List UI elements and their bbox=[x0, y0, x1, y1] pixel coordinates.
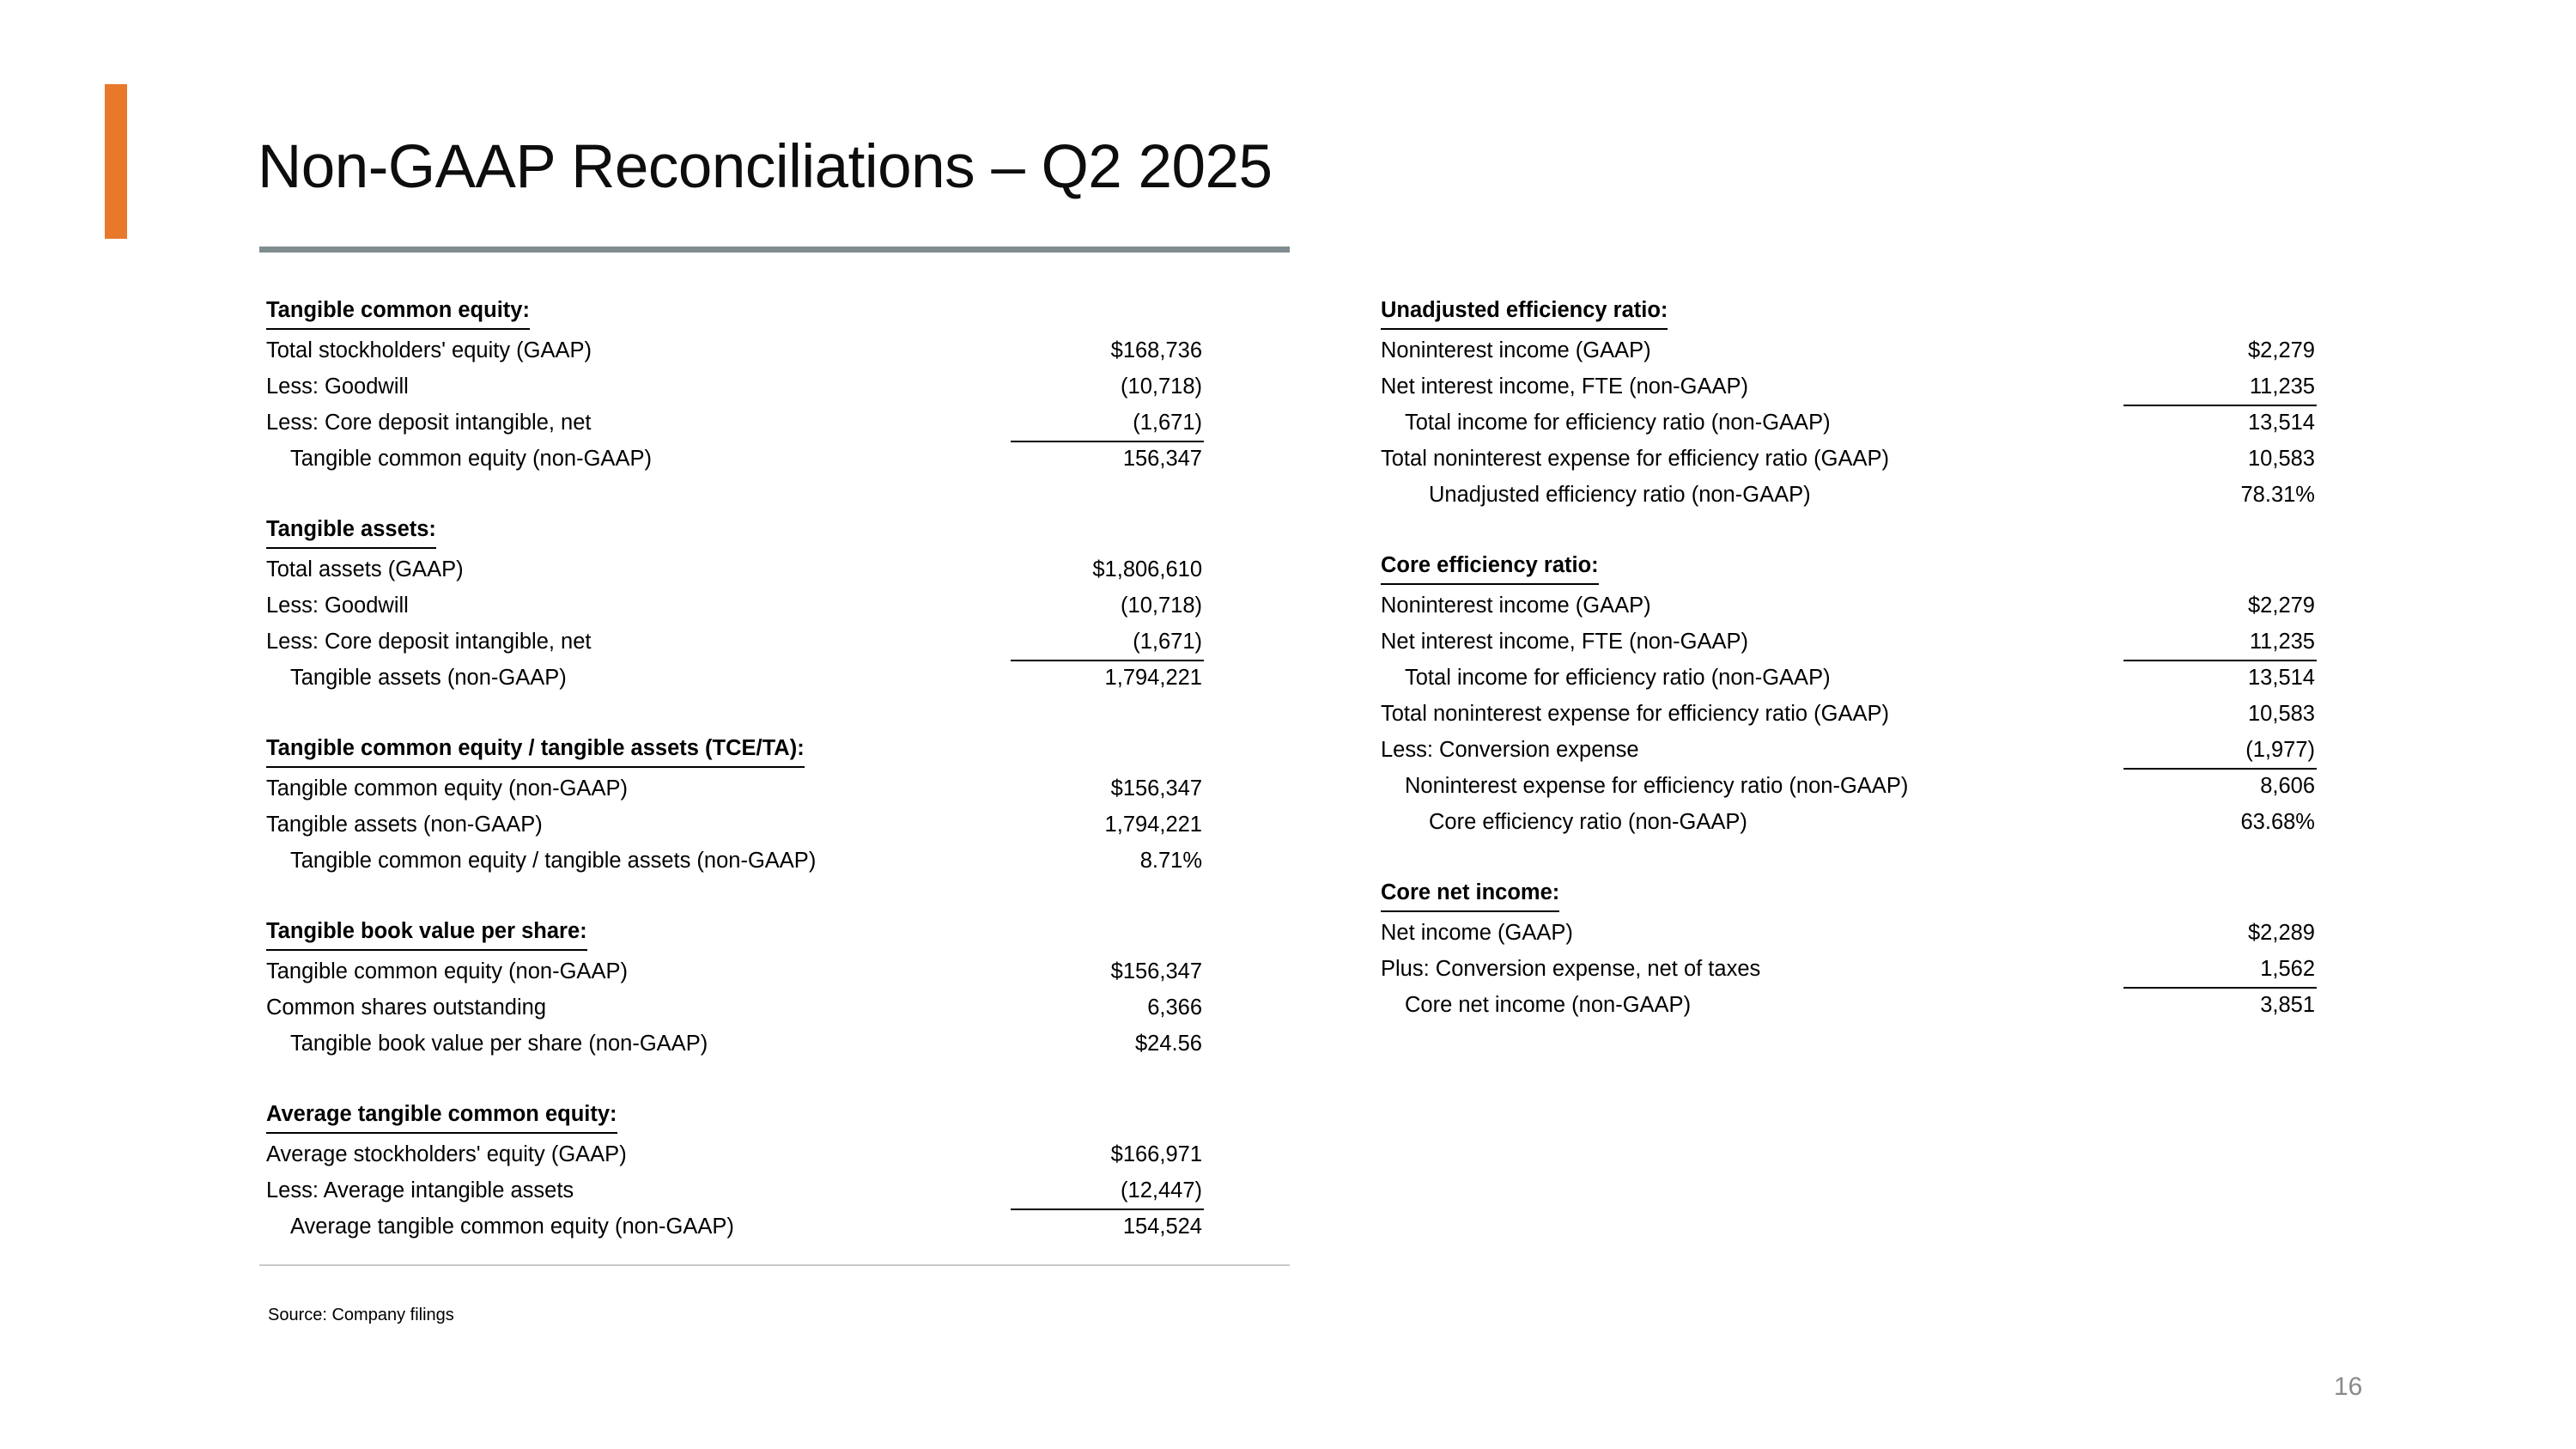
reconciliation-row bbox=[266, 405, 1204, 441]
reconciliation-row bbox=[266, 953, 1204, 989]
section-spacer bbox=[1381, 513, 2317, 547]
row-label: Net interest income, FTE (non-GAAP) bbox=[1381, 630, 1748, 654]
row-value: 78.31% bbox=[2240, 483, 2315, 507]
reconciliation-section bbox=[266, 1096, 1204, 1245]
section-spacer bbox=[266, 477, 1204, 511]
row-value: (10,718) bbox=[1121, 374, 1202, 399]
reconciliation-section bbox=[266, 292, 1204, 477]
reconciliation-row bbox=[1381, 987, 2317, 1023]
row-value: 1,562 bbox=[2260, 957, 2315, 981]
row-value: 13,514 bbox=[2123, 660, 2317, 695]
row-label: Noninterest expense for efficiency ratio (non-GAAP) bbox=[1405, 774, 1909, 798]
reconciliation-row bbox=[1381, 624, 2317, 660]
row-label: Common shares outstanding bbox=[266, 995, 547, 1020]
page-title: Non-GAAP Reconciliations – Q2 2025 bbox=[258, 132, 1273, 201]
row-label: Noninterest income (GAAP) bbox=[1381, 594, 1651, 618]
row-value: 8.71% bbox=[1139, 849, 1202, 873]
row-value: 10,583 bbox=[2248, 702, 2315, 726]
reconciliation-row bbox=[1381, 477, 2317, 513]
row-value: (1,671) bbox=[1133, 411, 1202, 435]
row-value: $156,347 bbox=[1110, 776, 1202, 801]
row-label: Tangible book value per share (non-GAAP) bbox=[290, 1032, 708, 1056]
reconciliation-section bbox=[266, 913, 1204, 1062]
reconciliation-row bbox=[266, 551, 1204, 588]
row-label: Noninterest income (GAAP) bbox=[1381, 338, 1651, 362]
section-header: Unadjusted efficiency ratio: bbox=[1381, 292, 1668, 330]
row-value: 154,524 bbox=[1011, 1209, 1204, 1244]
row-value: $24.56 bbox=[1135, 1032, 1202, 1056]
section-spacer bbox=[266, 1062, 1204, 1096]
row-value: 1,794,221 bbox=[1011, 660, 1204, 695]
row-value: $2,289 bbox=[2248, 921, 2315, 945]
reconciliation-row bbox=[1381, 804, 2317, 840]
reconciliation-row bbox=[266, 1136, 1204, 1172]
reconciliation-row bbox=[1381, 951, 2317, 987]
reconciliation-row bbox=[1381, 588, 2317, 624]
row-label: Total noninterest expense for efficiency ratio (GAAP) bbox=[1381, 702, 1889, 726]
reconciliation-row bbox=[266, 807, 1204, 843]
reconciliation-row bbox=[266, 843, 1204, 879]
page-number: 16 bbox=[2334, 1373, 2363, 1401]
row-value: $2,279 bbox=[2248, 338, 2315, 362]
reconciliation-row bbox=[1381, 660, 2317, 696]
row-value: $166,971 bbox=[1110, 1142, 1202, 1166]
reconciliation-section bbox=[1381, 292, 2317, 513]
section-header: Core net income: bbox=[1381, 874, 1559, 912]
reconciliation-row bbox=[1381, 768, 2317, 804]
reconciliation-row bbox=[1381, 405, 2317, 441]
row-label: Less: Core deposit intangible, net bbox=[266, 411, 592, 435]
footer-divider bbox=[259, 1264, 1290, 1266]
section-header: Tangible book value per share: bbox=[266, 913, 587, 951]
row-value: $2,279 bbox=[2248, 594, 2315, 618]
reconciliation-section bbox=[1381, 547, 2317, 840]
row-value: $1,806,610 bbox=[1092, 557, 1202, 581]
row-label: Average stockholders' equity (GAAP) bbox=[266, 1142, 627, 1166]
reconciliation-section bbox=[1381, 874, 2317, 1023]
title-divider-rule bbox=[259, 247, 1290, 253]
row-label: Tangible assets (non-GAAP) bbox=[290, 666, 567, 690]
row-value: 3,851 bbox=[2123, 987, 2317, 1022]
row-value: (10,718) bbox=[1121, 594, 1202, 618]
row-label: Core net income (non-GAAP) bbox=[1405, 993, 1692, 1017]
row-label: Net interest income, FTE (non-GAAP) bbox=[1381, 374, 1748, 399]
row-value: 156,347 bbox=[1011, 441, 1204, 476]
section-header: Core efficiency ratio: bbox=[1381, 547, 1599, 585]
reconciliation-row bbox=[1381, 368, 2317, 405]
row-label: Less: Goodwill bbox=[266, 374, 409, 399]
reconciliation-row bbox=[1381, 441, 2317, 477]
row-label: Core efficiency ratio (non-GAAP) bbox=[1429, 810, 1747, 834]
reconciliation-row bbox=[266, 989, 1204, 1026]
reconciliation-row bbox=[266, 1209, 1204, 1245]
row-label: Total assets (GAAP) bbox=[266, 557, 464, 581]
reconciliation-row bbox=[266, 441, 1204, 477]
left-reconciliation-column bbox=[266, 292, 1204, 1245]
title-accent-bar bbox=[105, 84, 127, 239]
row-label: Total stockholders' equity (GAAP) bbox=[266, 338, 592, 362]
row-label: Tangible common equity (non-GAAP) bbox=[266, 776, 628, 801]
row-label: Less: Goodwill bbox=[266, 594, 409, 618]
reconciliation-row bbox=[266, 1172, 1204, 1209]
reconciliation-row bbox=[266, 1026, 1204, 1062]
source-note: Source: Company filings bbox=[268, 1306, 454, 1324]
reconciliation-section bbox=[266, 730, 1204, 879]
reconciliation-row bbox=[266, 624, 1204, 660]
section-spacer bbox=[1381, 840, 2317, 874]
section-spacer bbox=[266, 696, 1204, 730]
row-label: Total income for efficiency ratio (non-GAAP) bbox=[1405, 666, 1831, 690]
right-reconciliation-column bbox=[1381, 292, 2317, 1023]
reconciliation-row bbox=[266, 368, 1204, 405]
reconciliation-row bbox=[266, 660, 1204, 696]
row-label: Tangible common equity (non-GAAP) bbox=[290, 447, 652, 471]
row-label: Net income (GAAP) bbox=[1381, 921, 1573, 945]
row-value: 6,366 bbox=[1147, 995, 1202, 1020]
row-label: Less: Average intangible assets bbox=[266, 1178, 574, 1202]
row-value: 11,235 bbox=[2249, 630, 2315, 654]
row-label: Less: Core deposit intangible, net bbox=[266, 630, 592, 654]
row-label: Average tangible common equity (non-GAAP) bbox=[290, 1215, 734, 1239]
row-value: $168,736 bbox=[1110, 338, 1202, 362]
row-label: Tangible common equity / tangible assets (non-GAAP) bbox=[290, 849, 817, 873]
reconciliation-row bbox=[1381, 696, 2317, 732]
row-label: Unadjusted efficiency ratio (non-GAAP) bbox=[1429, 483, 1811, 507]
row-value: (1,671) bbox=[1133, 630, 1202, 654]
reconciliation-section bbox=[266, 511, 1204, 696]
row-label: Total noninterest expense for efficiency ratio (GAAP) bbox=[1381, 447, 1889, 471]
row-value: (1,977) bbox=[2245, 738, 2315, 762]
reconciliation-row bbox=[266, 588, 1204, 624]
row-value: 8,606 bbox=[2123, 768, 2317, 803]
section-header: Average tangible common equity: bbox=[266, 1096, 617, 1134]
row-value: 10,583 bbox=[2248, 447, 2315, 471]
reconciliation-row bbox=[1381, 915, 2317, 951]
reconciliation-row bbox=[266, 332, 1204, 368]
row-value: 13,514 bbox=[2123, 405, 2317, 440]
reconciliation-row bbox=[1381, 332, 2317, 368]
row-value: 1,794,221 bbox=[1104, 813, 1202, 837]
section-header: Tangible common equity: bbox=[266, 292, 530, 330]
row-label: Less: Conversion expense bbox=[1381, 738, 1639, 762]
reconciliation-row bbox=[266, 770, 1204, 807]
section-header: Tangible assets: bbox=[266, 511, 436, 549]
row-value: 11,235 bbox=[2249, 374, 2315, 399]
row-label: Total income for efficiency ratio (non-GAAP) bbox=[1405, 411, 1831, 435]
row-value: $156,347 bbox=[1110, 959, 1202, 983]
row-label: Tangible assets (non-GAAP) bbox=[266, 813, 543, 837]
reconciliation-row bbox=[1381, 732, 2317, 768]
row-value: (12,447) bbox=[1121, 1178, 1202, 1202]
section-header: Tangible common equity / tangible assets (TCE/TA): bbox=[266, 730, 805, 768]
row-label: Tangible common equity (non-GAAP) bbox=[266, 959, 628, 983]
row-label: Plus: Conversion expense, net of taxes bbox=[1381, 957, 1761, 981]
row-value: 63.68% bbox=[2240, 810, 2315, 834]
section-spacer bbox=[266, 879, 1204, 913]
